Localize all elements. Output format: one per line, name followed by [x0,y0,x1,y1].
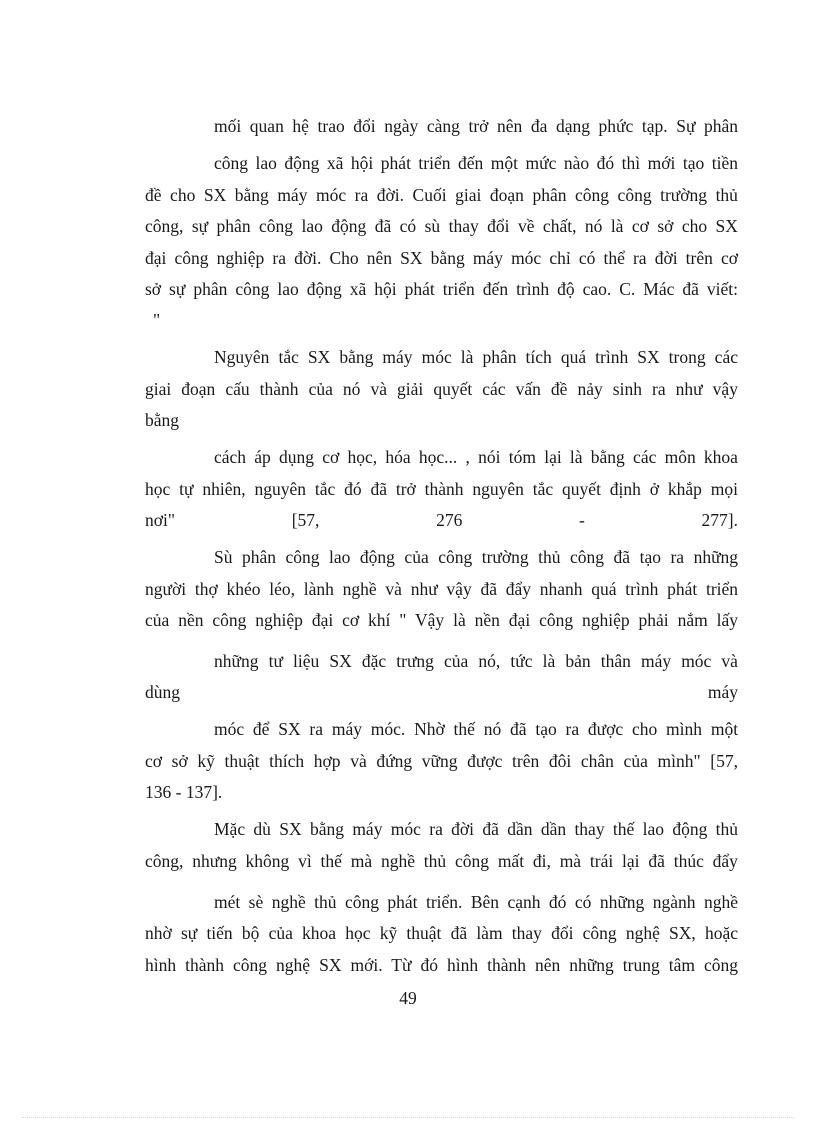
text-line: đề cho SX bằng máy móc ra đời. Cuối giai đoạn phân công công trường thủ [145,185,738,205]
text-line: 136 - 137]. [145,782,223,802]
text-line: cách áp dụng cơ học, hóa học... , nói tóm lại là bằng các môn khoa [214,447,738,467]
text-line: nhờ sự tiến bộ của khoa học kỹ thuật đã làm thay đổi công nghệ SX, hoặc [145,923,739,943]
text-line: cơ sở kỹ thuật thích hợp và đứng vững được trên đôi chân của mình" [57, [145,751,738,771]
text-line: công, nhưng không vì thế mà nghề thủ công mất đi, mà trái lại đã thúc đẩy [145,851,738,871]
citation-line: nơi" [57, 276 - 277]. [145,510,738,530]
text-line: người thợ khéo léo, lành nghề và như vậy đã đẩy nhanh quá trình phát triển [145,579,739,599]
text-line: những tư liệu SX đặc trưng của nó, tức là bản thân máy móc và [214,651,738,671]
text-line: mét sè nghề thủ công phát triển. Bên cạnh đó có những ngành nghề [214,892,738,912]
text-line: công lao động xã hội phát triển đến một mức nào đó thì mới tạo tiền [214,153,738,173]
text-line: Mặc dù SX bằng máy móc ra đời đã dần dần thay thế lao động thủ [214,819,739,839]
text-line: sở sự phân công lao động xã hội phát triển đến trình độ cao. C. Mác đã viết: [145,279,739,299]
page-number: 49 [399,988,417,1008]
text-line: công, sự phân công lao động đã có sù thay đổi về chất, nó là cơ sở cho SX [145,216,738,236]
text-line: bằng [145,410,180,430]
text-line: đại công nghiệp ra đời. Cho nên SX bằng máy móc chỉ có thể ra đời trên cơ [145,248,739,268]
text-line: học tự nhiên, nguyên tắc đó đã trở thành nguyên tắc quyết định ở khắp mọi [145,479,738,499]
text-line: dùng máy [145,682,738,702]
text-line: Sù phân công lao động của công trường thủ công đã tạo ra những [214,547,739,567]
text-line: hình thành công nghệ SX mới. Từ đó hình thành nên những trung tâm công [145,955,739,975]
page-bottom-divider [22,1117,794,1118]
text-line: giai đoạn cấu thành của nó và giải quyết các vấn đề nảy sinh ra như vậy [145,379,738,399]
text-line: của nền công nghiệp đại cơ khí " Vậy là nền đại công nghiệp phải nắm lấy [145,610,738,630]
text-line: Nguyên tắc SX bằng máy móc là phân tích quá trình SX trong các [214,347,738,367]
text-line: mối quan hệ trao đổi ngày càng trở nên đa dạng phức tạp. Sự phân [214,116,739,136]
text-line: móc để SX ra máy móc. Nhờ thế nó đã tạo ra được cho mình một [214,719,739,739]
text-line: " [153,310,161,330]
